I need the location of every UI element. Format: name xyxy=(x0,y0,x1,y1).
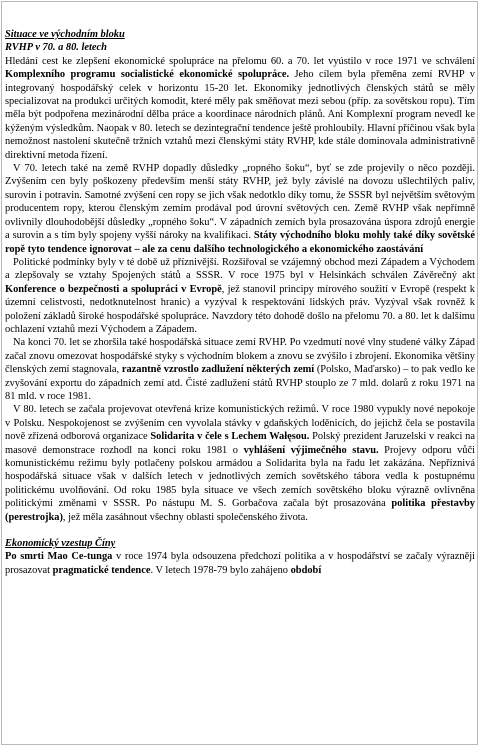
document-body xyxy=(5,28,475,577)
bold-text: Konference o bezpečnosti a spolupráci v Evropě xyxy=(5,283,222,295)
subsection-heading: RVHP v 70. a 80. letech xyxy=(5,42,107,54)
paragraph-text: Hledání cest ke zlepšení ekonomické spolupráce na přelomu 60. a 70. let vyústilo v roce 1971 ve schválení xyxy=(5,55,475,67)
paragraph xyxy=(5,550,475,577)
bold-text: Komplexního programu socialistické ekonomické spolupráce. xyxy=(5,69,290,81)
bold-text: politika přestavby (perestrojka) xyxy=(5,498,475,523)
paragraph-text: Politické podmínky byly v té době už příznivější. Rozšiřoval se vzájemný obchod mezi Západem a Východem a zlepšovaly se vztahy Spojených států a SSSR. V roce 1975 byl v Helsinkách schválen Závěrečný akt xyxy=(5,256,475,282)
paragraph-text: , jež měla zasáhnout všechny oblasti společenského života. xyxy=(62,511,308,523)
document-page xyxy=(1,1,478,745)
section-paragraphs xyxy=(5,550,475,577)
paragraph-text: Polský prezident Jaruzelski v reakci na masové demonstrace rozhodl na konci roku 1981 o xyxy=(5,431,475,456)
bold-text: Solidarita v čele s Lechem Wałęsou. xyxy=(150,431,310,443)
paragraph-text: Na konci 70. let se zhoršila také hospodářská situace zemí RVHP. Po vzedmutí nové vlny studené války Západ začal znovu omezovat hospodářské styky s východním blokem a znovu se zvýšilo i zbrojení. Ekonomika většiny členských zemí stagnovala, xyxy=(5,337,475,376)
paragraph-text: Projevy odporu vůči komunistickému režimu byly potlačeny polskou armádou a Solidarita byla na řadu let zakázána. Nepříznivá hospodářská situace však v dalších letech v jednotlivých zemích sovětského tábora vedla k postupnému politickému uvolňování. Od roku 1985 byla situace ve všech zemích sovětského bloku výrazně ovlivněna politickými změnami v SSSR. Po nástupu M. S. Gorbačova začala být prosazována xyxy=(5,444,475,510)
bold-text: razantně vzrostlo zadlužení některých zemí xyxy=(121,364,315,376)
paragraph-text: V 70. letech také na země RVHP dopadly důsledky „ropného šoku“, byť se zde projevily o něco později. Zvýšením cen byly poškozeny především menší státy RVHP, jež byly závislé na dovozu ušlechtilých paliv, surovin i potravin. Samotné zvýšení cen ropy se jich však nedotklo díky tomu, že SSSR byl největším světovým producentem ropy, kterou členským zemím prodával pod úrovní světových cen. Země RVHP však nepřímně ovlivnily dlouhodobější důsledky „ropného šoku“. V západních zemích byla prosazována úspora zdrojů energie a surovin a s tím byly spojeny vyšší nároky na kvalifikaci. xyxy=(5,163,475,242)
paragraph-text: V 80. letech se začala projevovat otevřená krize komunistických režimů. V roce 1980 vypukly nové nepokoje v Polsku. Nespokojenost se zvýšením cen vyvolala stávky v gdaňských loděnicích, do jejichž čela se postavila nově zřízená odborová organizace xyxy=(5,404,475,443)
paragraph-text: (Polsko, Maďarsko) – to pak vedlo ke zvyšování exportu do západních zemí atd. Čisté zadlužení států RVHP stouplo ze 7 mld. dolarů z roku 1971 na 81 mld. v roce 1981. xyxy=(5,364,475,402)
bold-text: období xyxy=(290,564,322,576)
paragraph-gap xyxy=(5,524,475,537)
bold-text: Po smrti Mao Ce-tunga xyxy=(5,551,113,563)
section-heading: Situace ve východním bloku xyxy=(5,29,125,40)
paragraph xyxy=(5,162,475,256)
paragraph xyxy=(5,256,475,336)
section-paragraphs xyxy=(5,55,475,524)
paragraph-text: Jeho cílem byla přeměna zemí RVHP v integrovaný hospodářský celek v horizontu 15-20 let. Ekonomiky jednotlivých členských států se měly specializovat na produkci určitých komodit, které měly pak směňovat mezi sebou (příp. za sovětskou ropu). Tím měla být podpořena mezinárodní dělba práce a koordinace národních plánů. Ani Komplexní program nevedl ke kýženým výsledkům. Naopak v 80. letech se dezintegrační tendence ještě prohloubily. Hlavní příčinou však byla nemožnost nastolení skutečně tržních vztahů mezi členskými státy RVHP, kde stále dominovala administrativně direktivní metoda řízení. xyxy=(5,69,475,161)
paragraph-text: . V letech 1978-79 bylo zahájeno xyxy=(150,564,291,576)
paragraph xyxy=(5,403,475,524)
bold-text: Státy východního bloku mohly také díky sovětské ropě tyto tendence ignorovat – ale za cenu dalšího technologického a ekonomického zaostávání xyxy=(5,230,476,255)
bold-text: pragmatické tendence xyxy=(52,564,151,576)
paragraph xyxy=(5,336,475,403)
paragraph-text: v roce 1974 byla odsouzena předchozí politika a v hospodářství se začaly výrazněji prosazovat xyxy=(5,551,475,576)
paragraph xyxy=(5,55,475,162)
bold-text: vyhlášení výjimečného stavu. xyxy=(243,444,379,456)
paragraph-text: , jež stanovil principy mírového soužití v Evropě (respekt k územní celistvosti, nedotknutelnost hranic) a vyzýval k respektování lidských práv. Vyzýval však rovněž k položení základů široké hospodářské spolupráce. Navzdory této dohodě došlo na přelomu 70. a 80. let k dalšímu ochlazení vztahů mezi Východem a Západem. xyxy=(5,283,475,335)
section-heading: Ekonomický vzestup Číny xyxy=(5,538,116,550)
